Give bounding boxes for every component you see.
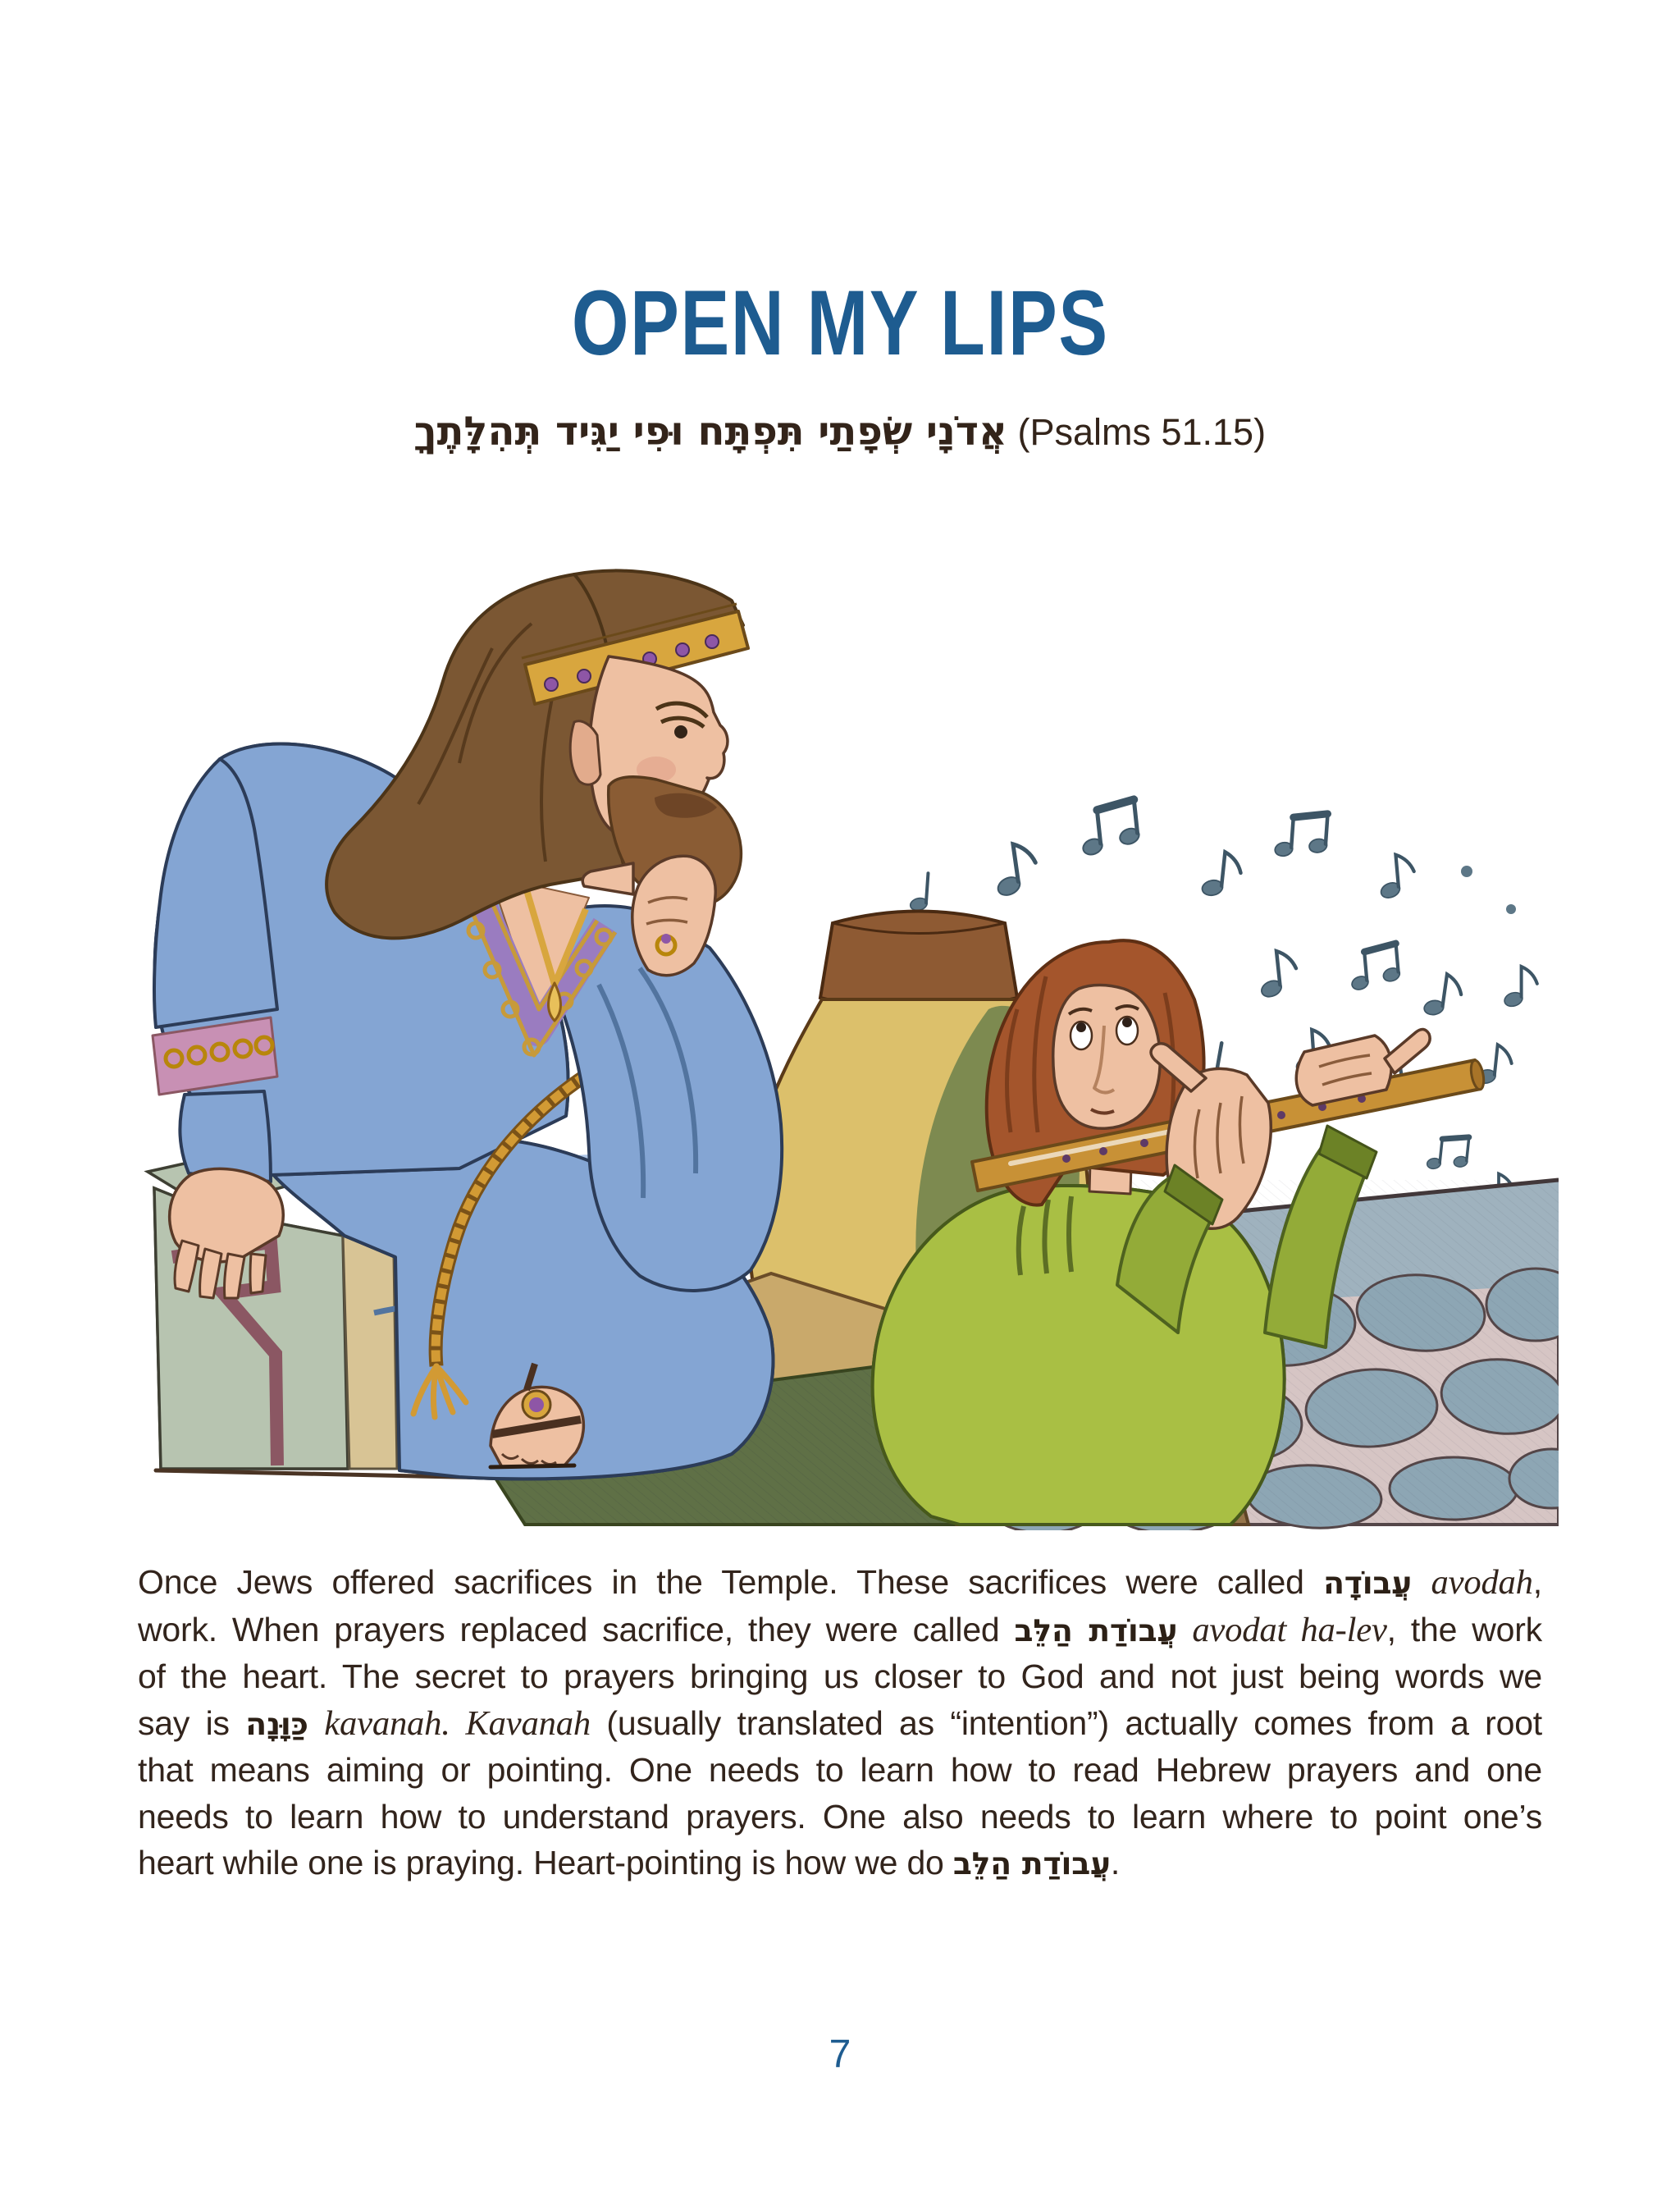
paragraph-line: Once Jews offered sacrifices in the Temple. These sacrifices were called עֲבוֹדָה avodah, [138, 1563, 1542, 1602]
paragraph-line: work. When prayers replaced sacrifice, they were called עֲבוֹדַת הַלֵּב avodat ha-lev, the work [138, 1610, 1542, 1649]
paragraph-line: needs to learn how to understand prayers. One also needs to learn where to point one’s [138, 1797, 1542, 1836]
verse-hebrew: אֲדֹנָי שְׂפָתַי תִּפְתָּח וּפִי יַגִּיד תְּהִלָּתֶךָ [413, 409, 1007, 455]
paragraph-line: that means aiming or pointing. One needs to learn how to read Hebrew prayers and one [138, 1751, 1542, 1789]
paragraph-line: say is כַּוָּנָה kavanah. Kavanah (usually translated as “intention”) actually comes from a root [138, 1703, 1542, 1743]
page-title-text: OPEN MY LIPS [571, 272, 1109, 374]
illustration [115, 566, 1559, 1530]
verse-citation: (Psalms 51.15) [1007, 411, 1267, 453]
page-title [0, 272, 1680, 374]
verse-line [0, 409, 1680, 455]
page-number: 7 [829, 2032, 851, 2076]
paragraph-line: heart while one is praying. Heart-pointing is how we do עֲבוֹדַת הַלֵּב. [138, 1844, 1121, 1881]
body-paragraph [138, 1559, 1542, 1887]
paragraph-line: of the heart. The secret to prayers bringing us closer to God and not just being words we [138, 1657, 1542, 1695]
